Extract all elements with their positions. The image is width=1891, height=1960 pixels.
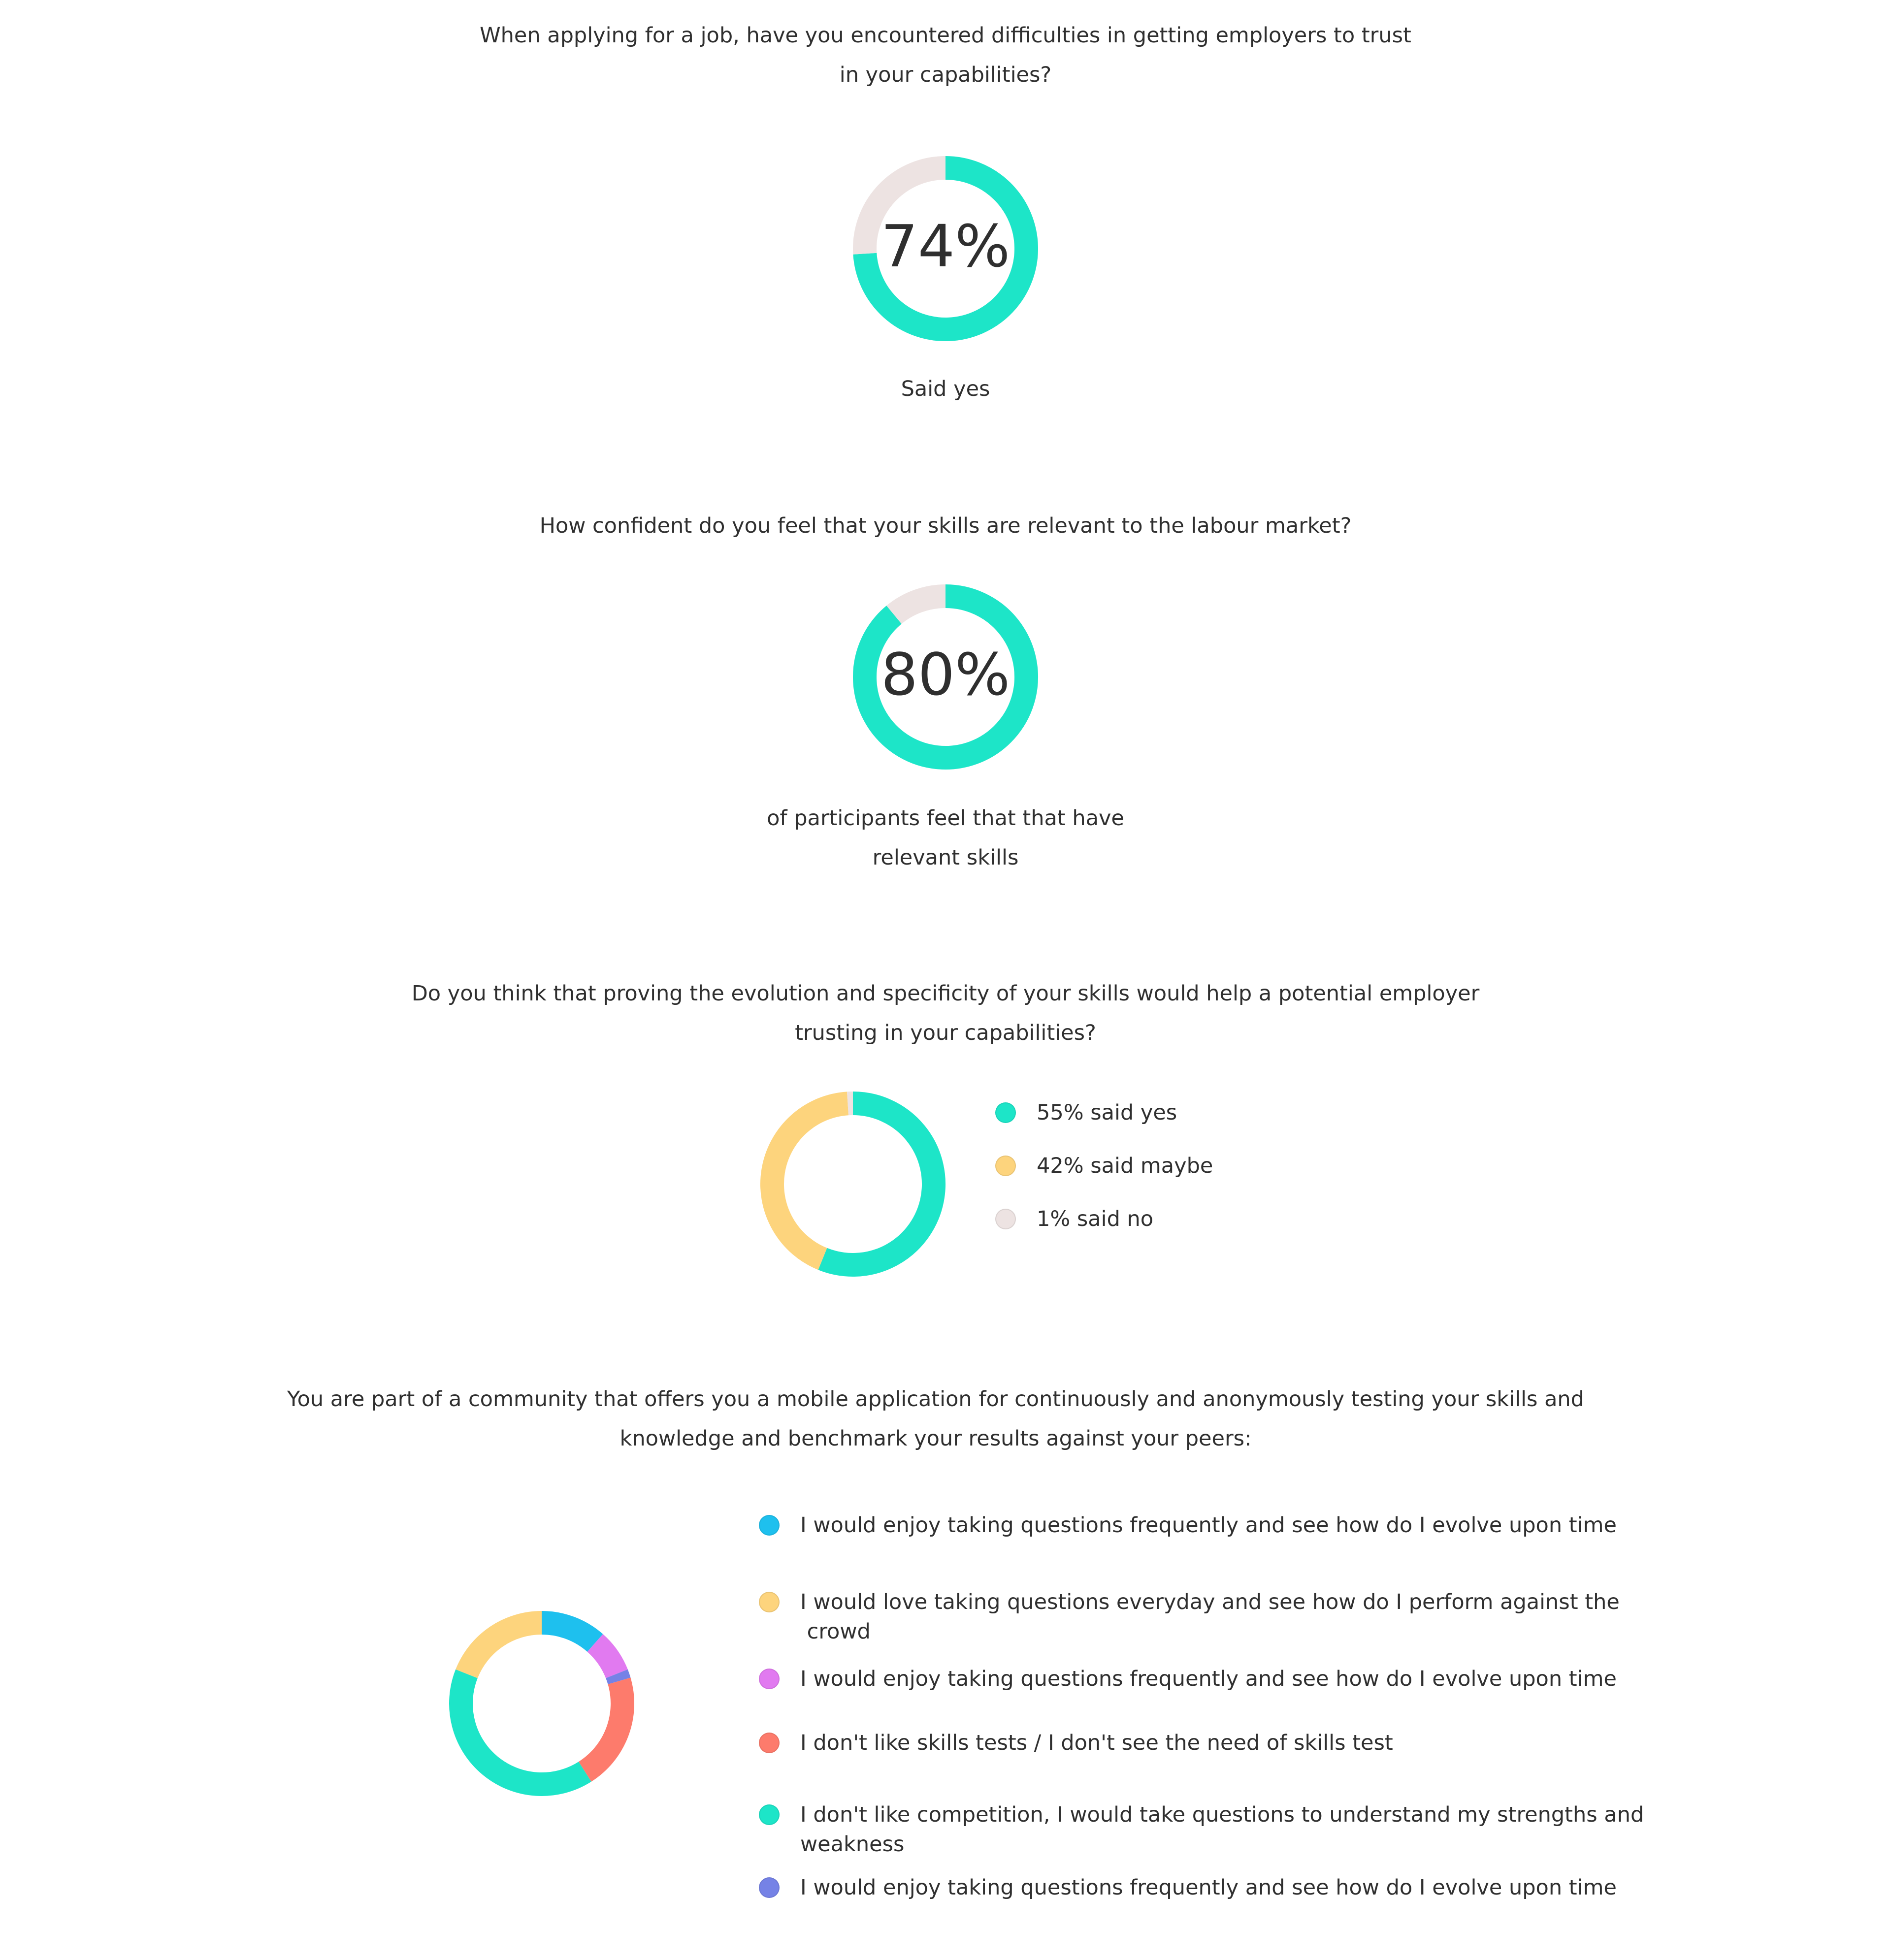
donut-2-slice-2 bbox=[894, 596, 946, 615]
caption-2-line-2: relevant skills bbox=[872, 845, 1019, 870]
question-2 bbox=[0, 506, 1891, 546]
legend-3-dot-2 bbox=[995, 1156, 1016, 1176]
legend-4-label-2: I would love taking questions everyday and see how do I perform against the crowd bbox=[800, 1590, 1620, 1644]
donut-4-slice-6 bbox=[467, 1623, 542, 1674]
legend-4-label-3: I would enjoy taking questions frequently and see how do I evolve upon time bbox=[800, 1667, 1617, 1691]
legend-4-label-1: I would enjoy taking questions frequently and see how do I evolve upon time bbox=[800, 1513, 1617, 1538]
legend-4-label-5: I don't like competition, I would take questions to understand my strengths and weakness bbox=[800, 1802, 1644, 1857]
donut-4-slice-2 bbox=[595, 1643, 617, 1674]
donut-2-center-label: 80% bbox=[880, 641, 1011, 709]
caption-2-line-1: of participants feel that that have bbox=[767, 806, 1124, 831]
question-2-line-1: How confident do you feel that your skills are relevant to the labour market? bbox=[539, 514, 1352, 538]
question-4-line-2: knowledge and benchmark your results against your peers: bbox=[619, 1426, 1252, 1451]
legend-4-label-4: I don't like skills tests / I don't see the need of skills test bbox=[800, 1731, 1393, 1755]
donut-1-center-label: 74% bbox=[880, 212, 1011, 281]
legend-4-dot-5 bbox=[759, 1804, 780, 1825]
legend-3-dot-3 bbox=[995, 1209, 1016, 1229]
legend-4-dot-2 bbox=[759, 1592, 780, 1612]
question-4 bbox=[0, 1380, 1881, 1458]
legend-3-dot-1 bbox=[995, 1102, 1016, 1123]
legend-3-label-2: 42% said maybe bbox=[1037, 1154, 1213, 1178]
donut-3-slice-2 bbox=[772, 1103, 848, 1259]
legend-3-label-3: 1% said no bbox=[1037, 1207, 1154, 1231]
donut-chart-3 bbox=[759, 1091, 946, 1278]
caption-2 bbox=[0, 799, 1891, 877]
donut-chart-1 bbox=[852, 155, 1039, 342]
caption-1 bbox=[0, 369, 1891, 409]
question-1-line-2: in your capabilities? bbox=[839, 63, 1052, 87]
legend-4-dot-6 bbox=[759, 1877, 780, 1898]
legend-4-dot-4 bbox=[759, 1733, 780, 1753]
question-1-line-1: When applying for a job, have you encountered difficulties in getting employers to trust bbox=[480, 23, 1411, 48]
question-3 bbox=[0, 974, 1891, 1053]
legend-4-label-6: I would enjoy taking questions frequently and see how do I evolve upon time bbox=[800, 1875, 1617, 1900]
legend-4-dot-3 bbox=[759, 1669, 780, 1689]
donut-3-slice-1 bbox=[822, 1103, 934, 1265]
question-3-line-2: trusting in your capabilities? bbox=[795, 1021, 1096, 1045]
donut-4-slice-4 bbox=[585, 1681, 622, 1771]
donut-4-slice-5 bbox=[461, 1674, 585, 1784]
question-3-line-1: Do you think that proving the evolution and specificity of your skills would help a potential employer bbox=[411, 981, 1480, 1006]
donut-4-slice-1 bbox=[542, 1623, 595, 1643]
question-4-line-1: You are part of a community that offers you a mobile application for continuously and anonymously testing your skills and bbox=[287, 1387, 1584, 1412]
donut-4-slice-3 bbox=[617, 1674, 619, 1681]
donut-chart-2 bbox=[852, 583, 1039, 771]
question-1 bbox=[0, 16, 1891, 95]
donut-chart-4 bbox=[448, 1610, 635, 1797]
legend-4-dot-1 bbox=[759, 1515, 780, 1536]
legend-3-label-1: 55% said yes bbox=[1037, 1100, 1177, 1125]
caption-1-line-1: Said yes bbox=[901, 377, 990, 401]
